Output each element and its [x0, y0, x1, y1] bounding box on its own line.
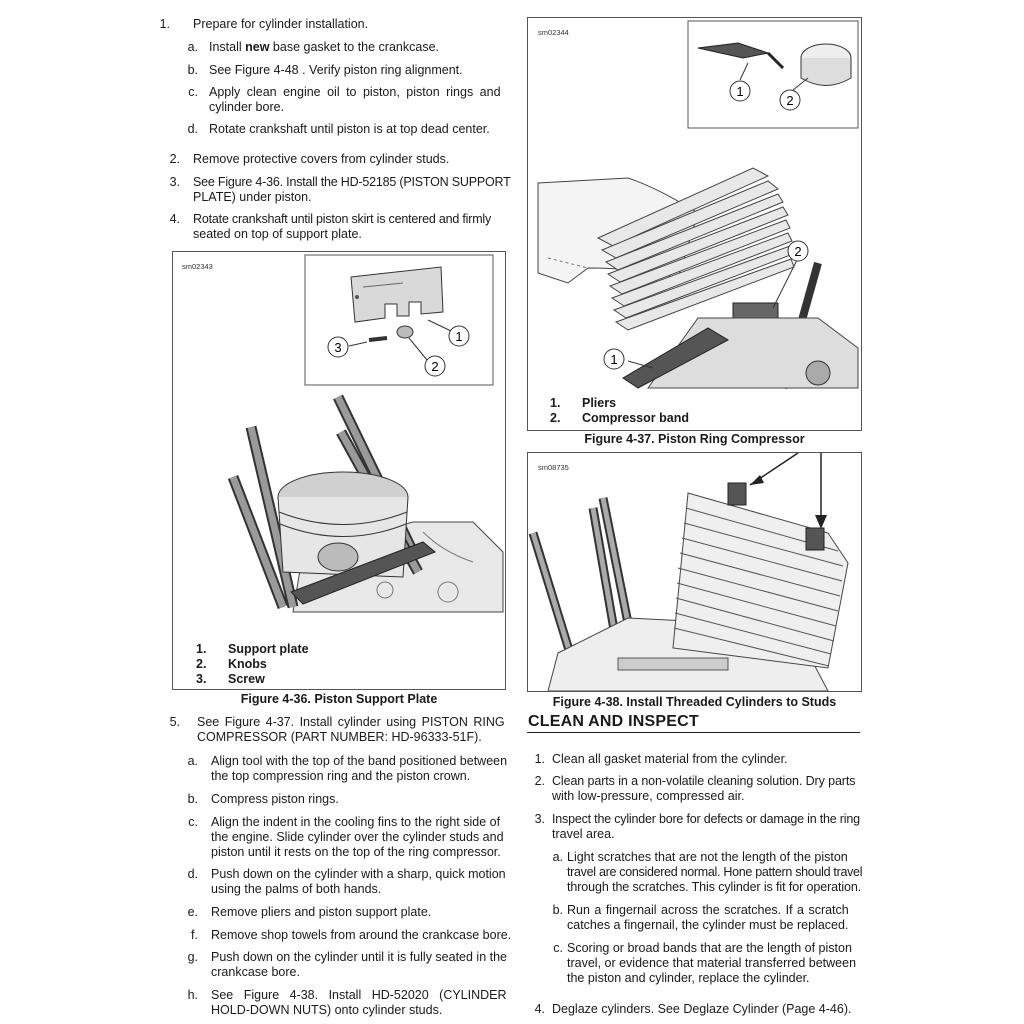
piston-support-illustration: [173, 252, 505, 689]
figure-legend: [550, 396, 689, 426]
svg-text:1: 1: [610, 352, 618, 367]
figure-4-38: [527, 452, 862, 692]
figure-code: sm02344: [538, 28, 569, 37]
threaded-cylinder-illustration: [528, 453, 861, 691]
figure-legend: [196, 642, 309, 687]
svg-text:2: 2: [794, 244, 802, 259]
section-heading: CLEAN AND INSPECT: [528, 713, 699, 730]
heading-rule: [527, 732, 860, 733]
svg-text:2: 2: [431, 359, 439, 374]
svg-text:1: 1: [455, 329, 463, 344]
ring-compressor-illustration: [528, 18, 861, 430]
legend-item: 1. Pliers: [550, 396, 617, 410]
figure-4-36: [172, 251, 506, 690]
legend-item: 3. Screw: [196, 672, 265, 686]
legend-item: 1. Support plate: [196, 642, 309, 656]
figure-4-38-caption: Figure 4-38. Install Threaded Cylinders to Studs: [552, 695, 837, 709]
figure-4-37: [527, 17, 862, 431]
figure-code: sm02343: [182, 262, 213, 271]
figure-code: sm08735: [538, 463, 569, 472]
svg-text:2: 2: [786, 93, 794, 108]
svg-text:3: 3: [334, 340, 342, 355]
figure-4-36-caption: Figure 4-36. Piston Support Plate: [240, 692, 438, 706]
legend-item: 2. Compressor band: [550, 411, 689, 425]
legend-item: 2. Knobs: [196, 657, 267, 671]
svg-text:1: 1: [736, 84, 744, 99]
figure-4-37-caption: Figure 4-37. Piston Ring Compressor: [584, 432, 805, 446]
